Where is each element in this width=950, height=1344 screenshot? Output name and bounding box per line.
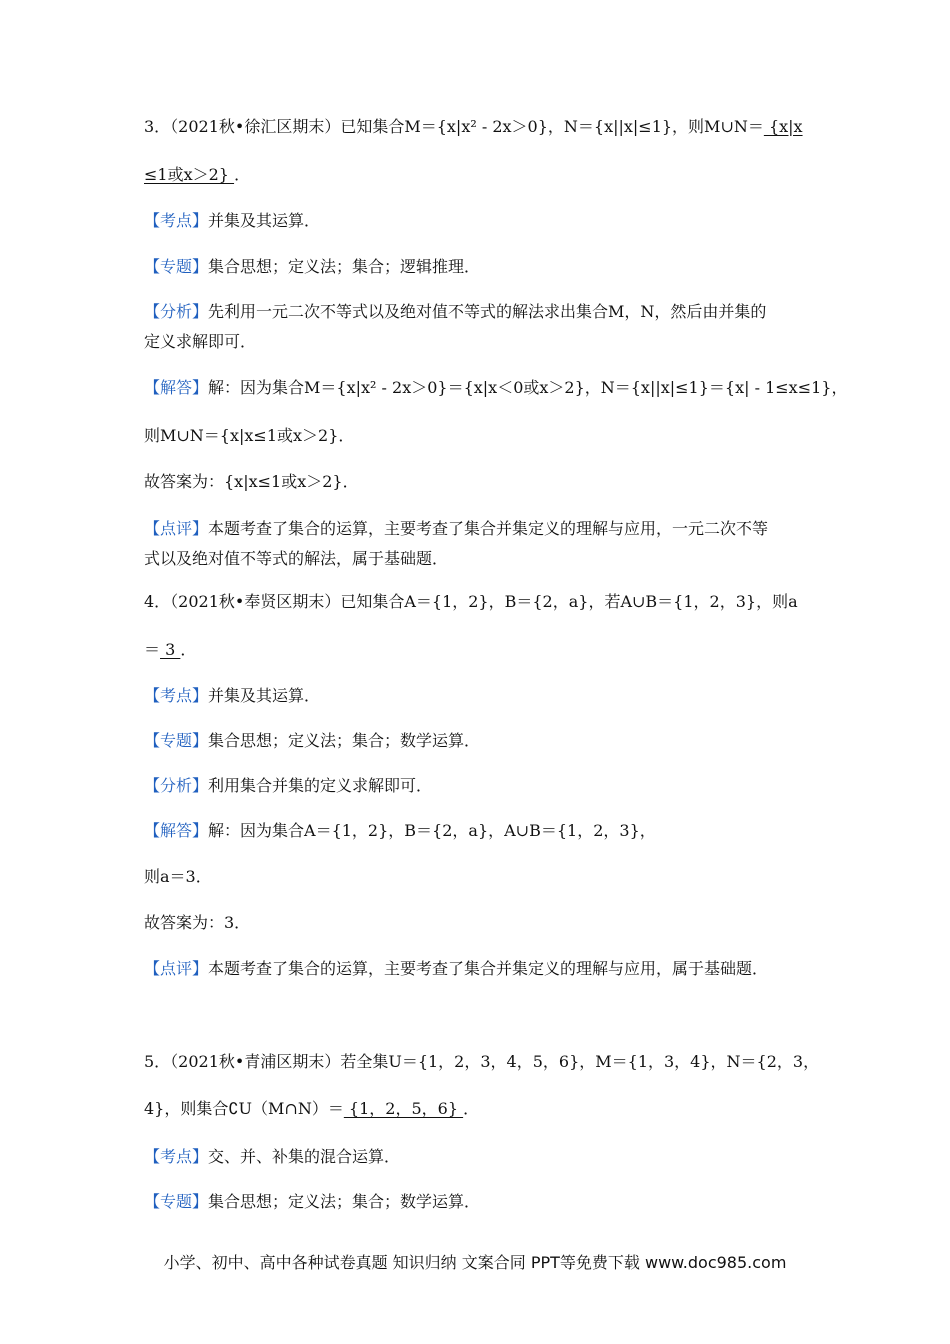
dianping-row: 【点评】本题考查了集合的运算，主要考查了集合并集定义的理解与应用，属于基础题．	[144, 959, 769, 978]
kaodian-tag: 【考点】	[144, 211, 209, 230]
dianping-row-cont: 式以及绝对值不等式的解法，属于基础题．	[144, 549, 449, 568]
zhuanti-tag: 【专题】	[144, 257, 209, 276]
kaodian-row: 【考点】并集及其运算．	[144, 211, 321, 230]
kaodian-tag: 【考点】	[144, 686, 209, 705]
footer-banner: 小学、初中、高中各种试卷真题 知识归纳 文案合同 PPT等免费下载 www.doc985.com	[163, 1253, 787, 1272]
dianping-tag: 【点评】	[144, 519, 209, 538]
fenxi-row: 【分析】利用集合并集的定义求解即可．	[144, 776, 433, 795]
problem-3-question-cont: ≤1或x＞2} ．	[144, 165, 251, 184]
problem-5-question: 5．（2021秋•青浦区期末）若全集U＝{1，2，3，4，5，6}，M＝{1，3，4}，N＝{2，3，	[144, 1052, 820, 1071]
jieda-row-3: 故答案为：{x|x≤1或x＞2}．	[144, 472, 359, 491]
answer-blank: {x|x	[763, 117, 803, 136]
dianping-tag: 【点评】	[144, 959, 209, 978]
answer-blank: {1，2，5，6}	[343, 1099, 464, 1118]
kaodian-row: 【考点】交、并、补集的混合运算．	[144, 1147, 401, 1166]
jieda-row-2: 则M∪N＝{x|x≤1或x＞2}．	[144, 426, 355, 445]
jieda-tag: 【解答】	[144, 378, 209, 397]
jieda-row: 【解答】解：因为集合A＝{1，2}，B＝{2，a}，A∪B＝{1，2，3}，	[144, 821, 656, 840]
zhuanti-row: 【专题】集合思想；定义法；集合；数学运算．	[144, 1192, 481, 1211]
zhuanti-row: 【专题】集合思想；定义法；集合；逻辑推理．	[144, 257, 481, 276]
jieda-row-3: 故答案为：3．	[144, 913, 251, 932]
fenxi-row: 【分析】先利用一元二次不等式以及绝对值不等式的解法求出集合M，N，然后由并集的	[144, 302, 767, 321]
problem-5-question-cont: 4}，则集合∁U（M∩N）＝ {1，2，5，6} ．	[144, 1099, 480, 1118]
zhuanti-tag: 【专题】	[144, 1192, 209, 1211]
fenxi-tag: 【分析】	[144, 302, 209, 321]
answer-blank: 3	[160, 640, 181, 659]
dianping-row: 【点评】本题考查了集合的运算，主要考查了集合并集定义的理解与应用，一元二次不等	[144, 519, 769, 538]
kaodian-row: 【考点】并集及其运算．	[144, 686, 321, 705]
jieda-tag: 【解答】	[144, 821, 209, 840]
problem-4-question-cont: ＝ 3 ．	[144, 640, 197, 659]
zhuanti-tag: 【专题】	[144, 731, 209, 750]
jieda-row: 【解答】解：因为集合M＝{x|x² - 2x＞0}＝{x|x＜0或x＞2}，N＝{x||x|≤1}＝{x| - 1≤x≤1}，	[144, 378, 848, 397]
problem-3-question: 3．（2021秋•徐汇区期末）已知集合M＝{x|x² - 2x＞0}，N＝{x||x|≤1}，则M∪N＝ {x|x	[144, 117, 803, 136]
problem-4-question: 4．（2021秋•奉贤区期末）已知集合A＝{1，2}，B＝{2，a}，若A∪B＝{1，2，3}，则a	[144, 592, 798, 611]
fenxi-row-cont: 定义求解即可．	[144, 332, 257, 351]
fenxi-tag: 【分析】	[144, 776, 209, 795]
kaodian-tag: 【考点】	[144, 1147, 209, 1166]
jieda-row-2: 则a＝3．	[144, 867, 212, 886]
zhuanti-row: 【专题】集合思想；定义法；集合；数学运算．	[144, 731, 481, 750]
answer-blank: ≤1或x＞2}	[144, 165, 235, 184]
